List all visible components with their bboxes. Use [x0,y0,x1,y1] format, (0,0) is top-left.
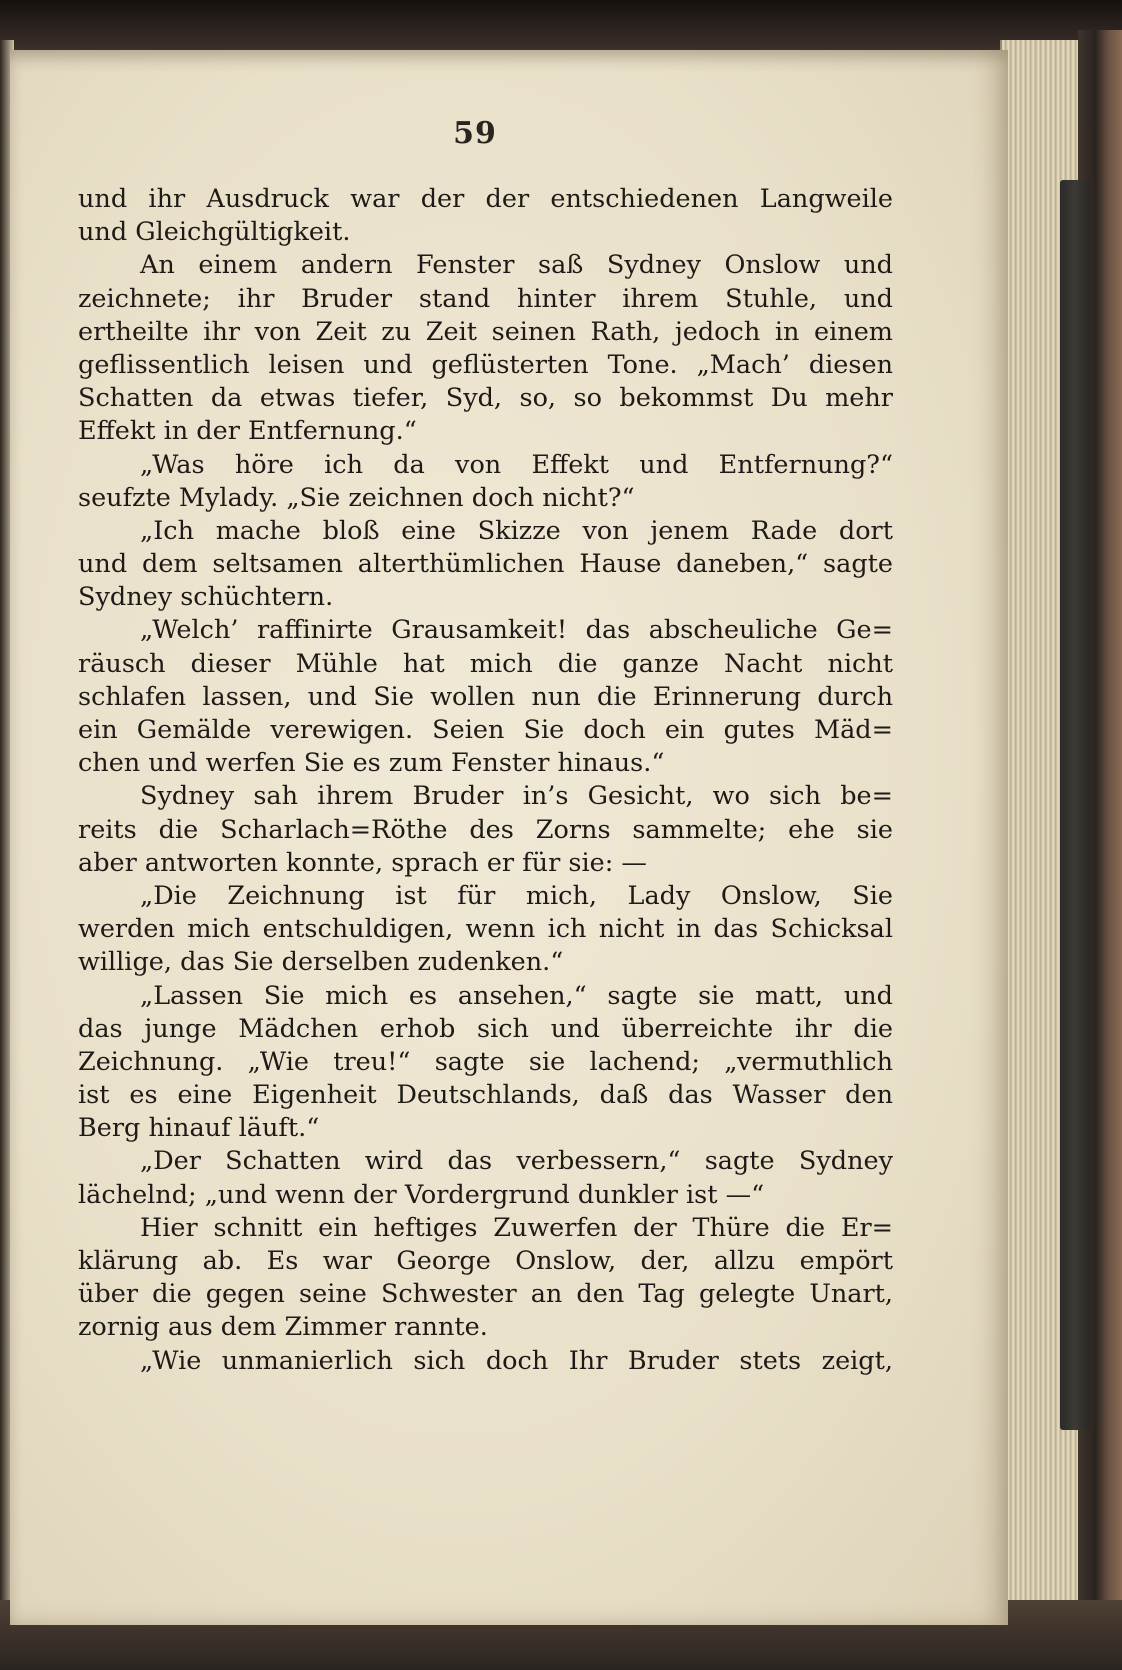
text-line: Sydney sah ihrem Bruder in’s Gesicht, wo sich be= [140,781,893,812]
text-line: „Was höre ich da von Effekt und Entfernung?“ [140,449,893,480]
text-line: lächelnd; „und wenn der Vordergrund dunkler ist —“ [78,1179,765,1210]
text-line: schlafen lassen, und Sie wollen nun die Erinnerung durch [78,681,893,712]
text-line: „Welch’ raffinirte Grausamkeit! das abscheuliche Ge= [140,615,893,646]
text-line: Schatten da etwas tiefer, Syd, so, so bekommst Du mehr [78,383,893,414]
text-line: seufzte Mylady. „Sie zeichnen doch nicht?“ [78,482,635,513]
text-line: über die gegen seine Schwester an den Tag gelegte Unart, [78,1279,893,1310]
text-line: Effekt in der Entfernung.“ [78,416,417,447]
text-line: „Wie unmanierlich sich doch Ihr Bruder stets zeigt, [140,1345,893,1376]
text-line: das junge Mädchen erhob sich und überreichte ihr die [78,1013,893,1044]
text-line: geflissentlich leisen und geflüsterten Tone. „Mach’ diesen [78,349,893,380]
text-line: räusch dieser Mühle hat mich die ganze Nacht nicht [78,648,893,679]
text-line: ertheilte ihr von Zeit zu Zeit seinen Rath, jedoch in einem [78,316,893,347]
page-number: 59 [453,116,497,151]
text-line: reits die Scharlach=Röthe des Zorns sammelte; ehe sie [78,814,893,845]
text-line: und ihr Ausdruck war der der entschiedenen Langweile [78,184,893,214]
text-line: aber antworten konnte, sprach er für sie: — [78,847,647,878]
text-line: und dem seltsamen alterthümlichen Hause daneben,“ sagte [78,549,893,580]
text-line: Hier schnitt ein heftiges Zuwerfen der Thüre die Er= [140,1212,893,1243]
text-line: zornig aus dem Zimmer rannte. [78,1312,488,1343]
text-line: „Die Zeichnung ist für mich, Lady Onslow, Sie [140,880,893,911]
text-line: Zeichnung. „Wie treu!“ sagte sie lachend; „vermuthlich [78,1046,893,1077]
text-line: „Lassen Sie mich es ansehen,“ sagte sie matt, und [140,980,893,1011]
page-text [78,183,893,1378]
book-page [10,50,1008,1625]
text-line: Sydney schüchtern. [78,582,334,613]
text-line: An einem andern Fenster saß Sydney Onslow und [140,250,893,281]
text-line: klärung ab. Es war George Onslow, der, allzu empört [78,1246,893,1276]
text-line: und Gleichgültigkeit. [78,217,351,248]
text-line: zeichnete; ihr Bruder stand hinter ihrem Stuhle, und [78,283,893,314]
text-line: ein Gemälde verewigen. Seien Sie doch ein gutes Mäd= [78,715,893,745]
text-line: chen und werfen Sie es zum Fenster hinaus.“ [78,748,665,779]
text-line: werden mich entschuldigen, wenn ich nicht in das Schicksal [78,914,893,945]
text-line: ist es eine Eigenheit Deutschlands, daß das Wasser den [78,1080,893,1111]
book-spine-band [1060,180,1090,1430]
text-line: „Ich mache bloß eine Skizze von jenem Rade dort [140,515,893,546]
text-line: „Der Schatten wird das verbessern,“ sagte Sydney [140,1146,893,1177]
text-line: willige, das Sie derselben zudenken.“ [78,947,564,978]
text-line: Berg hinauf läuft.“ [78,1113,320,1144]
